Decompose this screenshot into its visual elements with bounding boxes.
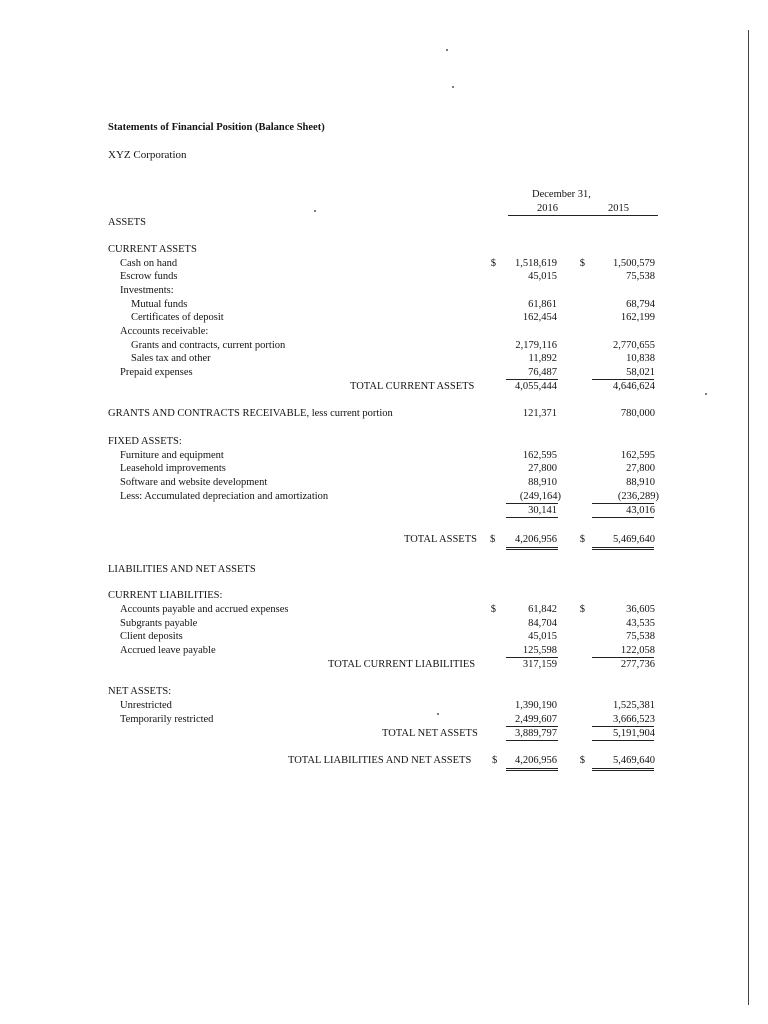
- dollar-sign: $: [579, 258, 585, 269]
- temp-restricted-label: Temporarily restricted: [120, 714, 214, 725]
- leave-label: Accrued leave payable: [120, 645, 216, 656]
- dollar-sign: $: [579, 604, 585, 615]
- subtotal-rule: [506, 517, 558, 518]
- double-rule: [506, 770, 558, 771]
- sales-tax-2015: 10,838: [626, 353, 655, 364]
- subgrants-2015: 43,535: [626, 618, 655, 629]
- dollar-sign: $: [490, 258, 496, 269]
- leasehold-label: Leasehold improvements: [120, 463, 226, 474]
- investments-label: Investments:: [120, 285, 174, 296]
- client-deposits-2015: 75,538: [626, 631, 655, 642]
- scan-speck: [452, 86, 454, 88]
- total-assets-2016: 4,206,956: [515, 534, 557, 545]
- escrow-2015: 75,538: [626, 271, 655, 282]
- receivable-label: Accounts receivable:: [120, 326, 209, 337]
- unrestricted-label: Unrestricted: [120, 700, 172, 711]
- cds-2016: 162,454: [522, 312, 557, 323]
- mutual-funds-2016: 61,861: [528, 299, 557, 310]
- client-deposits-2016: 45,015: [528, 631, 557, 642]
- leave-2016: 125,598: [522, 645, 557, 656]
- mutual-funds-2015: 68,794: [626, 299, 655, 310]
- year-2015-header: 2015: [608, 203, 629, 214]
- subtotal-rule: [592, 517, 654, 518]
- header-underline: [508, 215, 658, 216]
- software-label: Software and website development: [120, 477, 268, 488]
- total-assets-2015: 5,469,640: [613, 534, 655, 545]
- furniture-2016: 162,595: [522, 450, 557, 461]
- double-rule: [506, 547, 558, 548]
- fixed-assets-net-2016: 30,141: [528, 505, 557, 516]
- furniture-label: Furniture and equipment: [120, 450, 224, 461]
- grants-noncurrent-label: GRANTS AND CONTRACTS RECEIVABLE, less current portion: [108, 408, 393, 419]
- scan-speck: [314, 210, 316, 212]
- current-assets-heading: CURRENT ASSETS: [108, 244, 197, 255]
- subtotal-rule: [592, 740, 654, 741]
- payable-label: Accounts payable and accrued expenses: [120, 604, 289, 615]
- leave-2015: 122,058: [620, 645, 655, 656]
- double-rule: [506, 768, 558, 769]
- double-rule: [592, 768, 654, 769]
- dollar-sign: $: [579, 755, 585, 766]
- sales-tax-2016: 11,892: [528, 353, 557, 364]
- furniture-2015: 162,595: [620, 450, 655, 461]
- cash-label: Cash on hand: [120, 258, 178, 269]
- subgrants-2016: 84,704: [528, 618, 557, 629]
- assets-heading: ASSETS: [108, 217, 146, 228]
- cash-2015: 1,500,579: [613, 258, 655, 269]
- scan-edge-line: [748, 30, 749, 1005]
- total-liabilities-net-assets-2015: 5,469,640: [613, 755, 655, 766]
- company-name: XYZ Corporation: [108, 149, 187, 161]
- prepaid-label: Prepaid expenses: [120, 367, 193, 378]
- total-current-assets-2015: 4,646,624: [613, 381, 655, 392]
- prepaid-2016: 76,487: [528, 367, 557, 378]
- client-deposits-label: Client deposits: [120, 631, 183, 642]
- subtotal-rule: [506, 740, 558, 741]
- total-liabilities-net-assets-label: TOTAL LIABILITIES AND NET ASSETS: [288, 755, 472, 766]
- payable-2016: 61,842: [528, 604, 557, 615]
- cash-2016: 1,518,619: [515, 258, 557, 269]
- double-rule: [592, 547, 654, 548]
- software-2016: 88,910: [528, 477, 557, 488]
- dollar-sign: $: [490, 534, 496, 545]
- escrow-2016: 45,015: [528, 271, 557, 282]
- net-assets-heading: NET ASSETS:: [108, 686, 172, 697]
- total-net-assets-2016: 3,889,797: [515, 728, 557, 739]
- mutual-funds-label: Mutual funds: [131, 299, 188, 310]
- total-net-assets-label: TOTAL NET ASSETS: [382, 728, 478, 739]
- fixed-assets-heading: FIXED ASSETS:: [108, 436, 182, 447]
- total-current-liabilities-2015: 277,736: [620, 659, 655, 670]
- double-rule: [592, 549, 654, 550]
- current-liabilities-heading: CURRENT LIABILITIES:: [108, 590, 223, 601]
- fixed-assets-net-2015: 43,016: [626, 505, 655, 516]
- prepaid-2015: 58,021: [626, 367, 655, 378]
- double-rule: [506, 549, 558, 550]
- grants-noncurrent-2016: 121,371: [522, 408, 557, 419]
- depreciation-2016: (249,164): [519, 491, 561, 502]
- cds-label: Certificates of deposit: [131, 312, 224, 323]
- grants-current-2015: 2,770,655: [613, 340, 655, 351]
- total-assets-label: TOTAL ASSETS: [404, 534, 477, 545]
- grants-current-label: Grants and contracts, current portion: [131, 340, 286, 351]
- double-rule: [592, 770, 654, 771]
- escrow-label: Escrow funds: [120, 271, 178, 282]
- total-current-liabilities-label: TOTAL CURRENT LIABILITIES: [328, 659, 476, 670]
- temp-restricted-2015: 3,666,523: [613, 714, 655, 725]
- subgrants-label: Subgrants payable: [120, 618, 198, 629]
- scan-speck: [705, 393, 707, 395]
- leasehold-2016: 27,800: [528, 463, 557, 474]
- total-current-assets-label: TOTAL CURRENT ASSETS: [350, 381, 475, 392]
- leasehold-2015: 27,800: [626, 463, 655, 474]
- unrestricted-2015: 1,525,381: [613, 700, 655, 711]
- sales-tax-label: Sales tax and other: [131, 353, 211, 364]
- scan-speck: [446, 49, 448, 51]
- total-net-assets-2015: 5,191,904: [613, 728, 655, 739]
- temp-restricted-2016: 2,499,607: [515, 714, 557, 725]
- date-label: December 31,: [532, 189, 591, 200]
- grants-current-2016: 2,179,116: [515, 340, 557, 351]
- statement-title: Statements of Financial Position (Balance Sheet): [108, 122, 325, 133]
- total-current-liabilities-2016: 317,159: [522, 659, 557, 670]
- total-liabilities-net-assets-2016: 4,206,956: [515, 755, 557, 766]
- depreciation-label: Less: Accumulated depreciation and amortization: [120, 491, 329, 502]
- grants-noncurrent-2015: 780,000: [620, 408, 655, 419]
- dollar-sign: $: [490, 604, 496, 615]
- depreciation-2015: (236,289): [617, 491, 659, 502]
- cds-2015: 162,199: [620, 312, 655, 323]
- year-2016-header: 2016: [537, 203, 558, 214]
- dollar-sign: $: [492, 755, 498, 766]
- total-current-assets-2016: 4,055,444: [515, 381, 557, 392]
- unrestricted-2016: 1,390,190: [515, 700, 557, 711]
- liabilities-heading: LIABILITIES AND NET ASSETS: [108, 564, 256, 575]
- dollar-sign: $: [579, 534, 585, 545]
- scan-speck: [437, 713, 439, 715]
- software-2015: 88,910: [626, 477, 655, 488]
- payable-2015: 36,605: [626, 604, 655, 615]
